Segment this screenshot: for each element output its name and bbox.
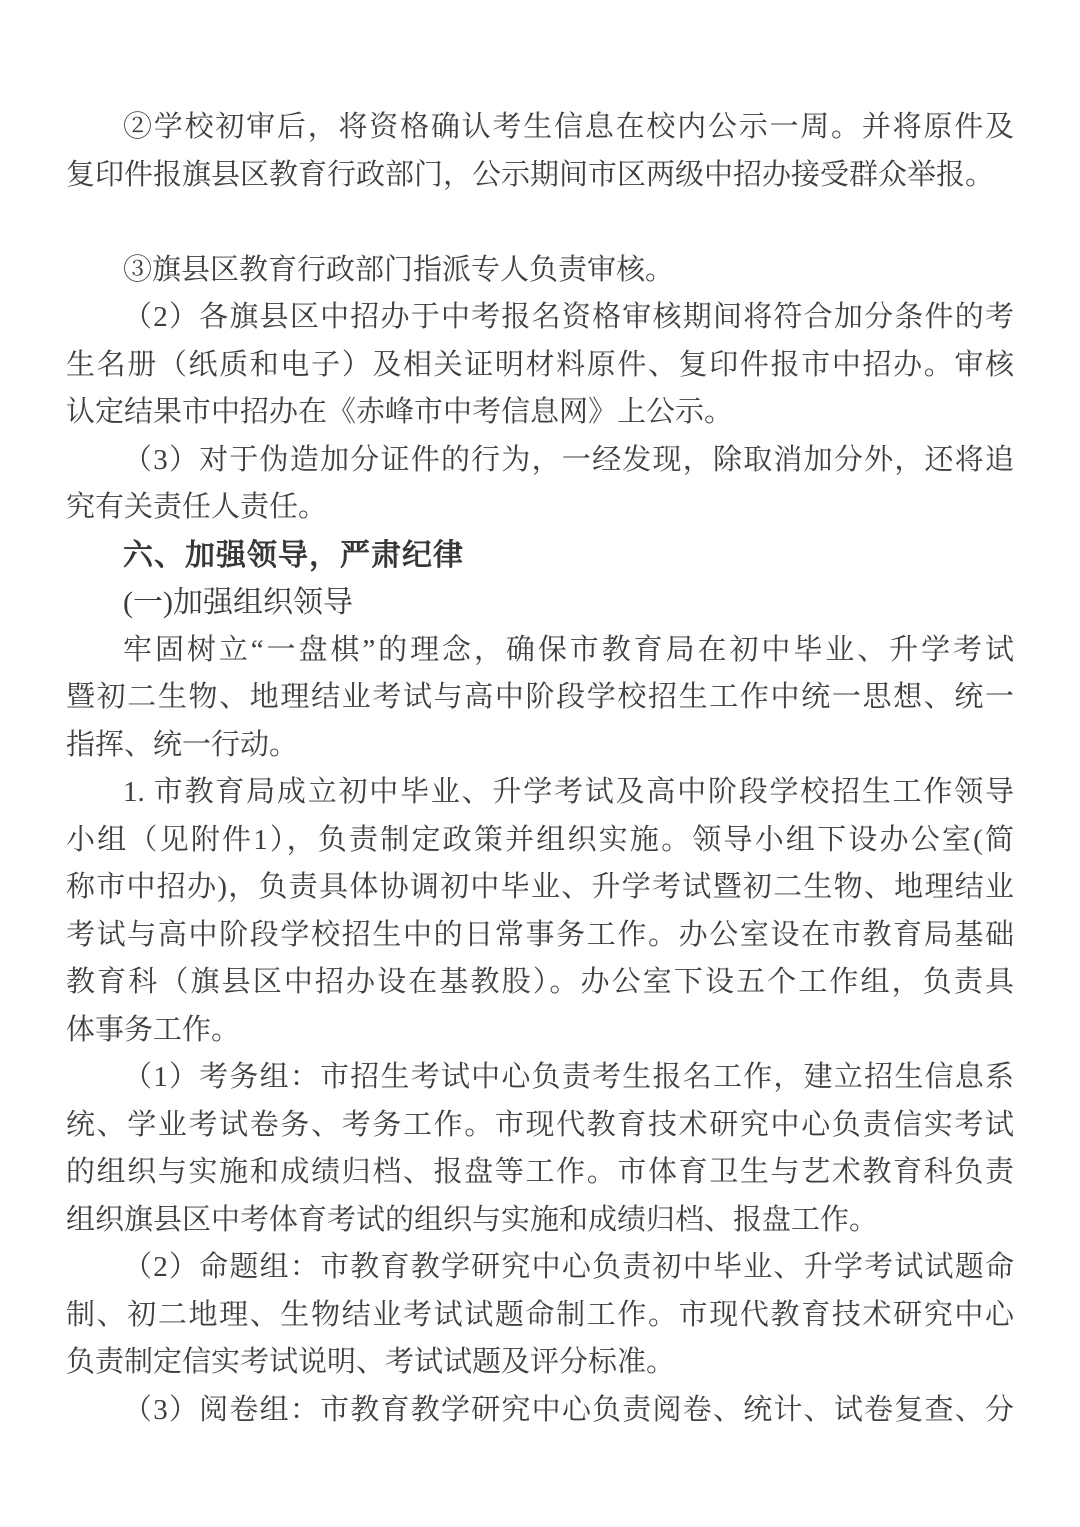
text-line: 暨初二生物、地理结业考试与高中阶段学校招生工作中统一思想、统一 — [66, 681, 1014, 713]
text-line: 认定结果市中招办在《赤峰市中考信息网》上公示。 — [66, 396, 734, 428]
text-line: 称市中招办)，负责具体协调初中毕业、升学考试暨初二生物、地理结业 — [66, 871, 1014, 903]
text-line: 组织旗县区中考体育考试的组织与实施和成绩归档、报盘工作。 — [66, 1203, 879, 1236]
text-line: 教育科（旗县区中招办设在基教股）。办公室下设五个工作组，负责具 — [66, 966, 1014, 998]
paragraph — [66, 769, 1014, 1054]
paragraph — [66, 579, 1014, 627]
paragraph — [66, 627, 1014, 770]
text-line: 究有关责任人责任。 — [66, 491, 328, 523]
text-line: 统、学业考试卷务、考务工作。市现代教育技术研究中心负责信实考试 — [66, 1108, 1014, 1141]
text-line: 制、初二地理、生物结业考试试题命制工作。市现代教育技术研究中心 — [66, 1298, 1014, 1331]
text-line: （2）命题组：市教育教学研究中心负责初中毕业、升学考试试题命 — [123, 1251, 1014, 1283]
text-line: 负责制定信实考试说明、考试试题及评分标准。 — [66, 1346, 676, 1378]
paragraph — [66, 1387, 1014, 1435]
paragraph-spacer — [66, 199, 1014, 247]
text-line: 1. 市教育局成立初中毕业、升学考试及高中阶段学校招生工作领导 — [123, 776, 1014, 808]
text-line: （1）考务组：市招生考试中心负责考生报名工作，建立招生信息系 — [123, 1061, 1014, 1093]
text-line: ②学校初审后，将资格确认考生信息在校内公示一周。并将原件及 — [123, 111, 1014, 143]
text-line: 指挥、统一行动。 — [66, 728, 299, 761]
text-line: (一)加强组织领导 — [123, 586, 353, 619]
text-line: （3）阅卷组：市教育教学研究中心负责阅卷、统计、试卷复查、分 — [123, 1393, 1014, 1426]
text-line: 复印件报旗县区教育行政部门，公示期间市区两级中招办接受群众举报。 — [66, 158, 995, 191]
text-line: 六、加强领导，严肃纪律 — [123, 538, 464, 572]
text-line: 牢固树立“一盘棋”的理念，确保市教育局在初中毕业、升学考试 — [123, 633, 1014, 666]
text-line: 生名册（纸质和电子）及相关证明材料原件、复印件报市中招办。审核 — [66, 348, 1014, 381]
text-line: 体事务工作。 — [66, 1013, 241, 1046]
document-content — [66, 104, 1014, 1434]
paragraph — [66, 532, 1014, 580]
paragraph — [66, 247, 1014, 295]
text-line: 考试与高中阶段学校招生中的日常事务工作。办公室设在市教育局基础 — [66, 918, 1014, 951]
paragraph — [66, 294, 1014, 437]
text-line: 小组（见附件1），负责制定政策并组织实施。领导小组下设办公室(简 — [66, 823, 1014, 856]
text-line: （3）对于伪造加分证件的行为，一经发现，除取消加分外，还将追 — [123, 443, 1014, 476]
text-line: ③旗县区教育行政部门指派专人负责审核。 — [123, 253, 675, 286]
paragraph — [66, 1244, 1014, 1387]
text-line: （2）各旗县区中招办于中考报名资格审核期间将符合加分条件的考 — [123, 301, 1014, 333]
paragraph — [66, 1054, 1014, 1244]
paragraph — [66, 104, 1014, 199]
paragraph — [66, 437, 1014, 532]
text-line: 的组织与实施和成绩归档、报盘等工作。市体育卫生与艺术教育科负责 — [66, 1156, 1014, 1188]
